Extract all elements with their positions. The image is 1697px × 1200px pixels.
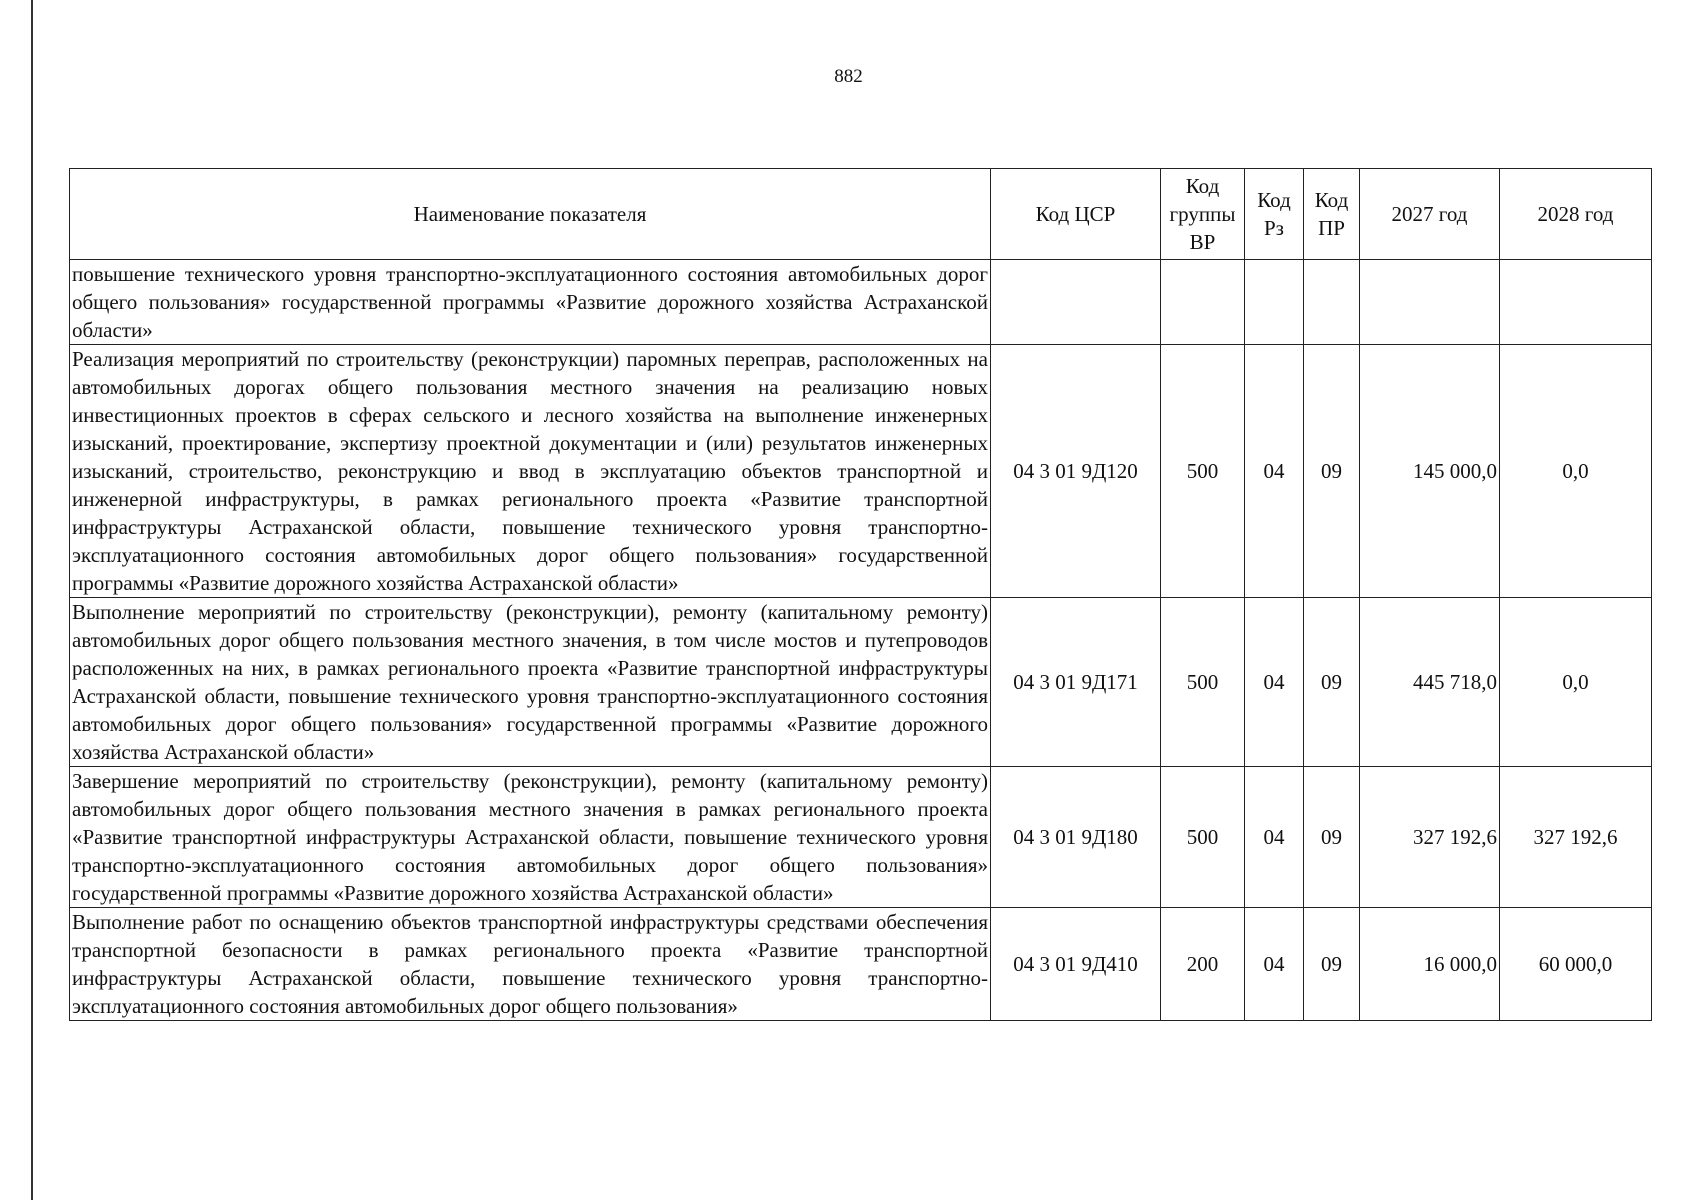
row-2028 [1500,260,1652,345]
row-2028: 60 000,0 [1500,908,1652,1021]
row-csr: 04 3 01 9Д410 [991,908,1161,1021]
row-2027: 327 192,6 [1360,767,1500,908]
page-number: 882 [834,66,863,87]
header-pr: Код ПР [1304,169,1360,260]
row-rz [1245,260,1304,345]
row-2027: 445 718,0 [1360,598,1500,767]
row-2028: 0,0 [1500,345,1652,598]
table-header-row [70,169,1652,260]
row-name: Реализация мероприятий по строительству (реконструкции) паромных переправ, расположенных на автомобильных дорогах общего пользования местного значения на реализацию новых инвестиционных проектов в сферах сельского и лесного хозяйства на выполнение инженерных изысканий, проектирование, экспертизу проектной документации и (или) результатов инженерных изысканий, строительство, реконструкцию и ввод в эксплуатацию объектов транспортной и инженерной инфраструктуры, в рамках регионального проекта «Развитие транспортной инфраструктуры Астраханской области, повышение технического уровня транспортно-эксплуатационного состояния автомобильных дорог общего пользования» государственной программы «Развитие дорожного хозяйства Астраханской области» [70,345,991,598]
row-csr: 04 3 01 9Д171 [991,598,1161,767]
row-rz: 04 [1245,598,1304,767]
row-2027 [1360,260,1500,345]
budget-table [69,168,1652,1021]
header-2028: 2028 год [1500,169,1652,260]
row-csr: 04 3 01 9Д120 [991,345,1161,598]
row-name: Завершение мероприятий по строительству (реконструкции), ремонту (капитальному ремонту) автомобильных дорог общего пользования местного значения в рамках регионального проекта «Развитие транспортной инфраструктуры Астраханской области, повышение технического уровня транспортно-эксплуатационного состояния автомобильных дорог общего пользования» государственной программы «Развитие дорожного хозяйства Астраханской области» [70,767,991,908]
row-pr [1304,260,1360,345]
header-2027: 2027 год [1360,169,1500,260]
table-row [70,908,1652,1021]
row-rz: 04 [1245,767,1304,908]
page-left-edge-line [31,0,33,1200]
row-pr: 09 [1304,767,1360,908]
row-2028: 0,0 [1500,598,1652,767]
row-pr: 09 [1304,908,1360,1021]
row-csr [991,260,1161,345]
table-row [70,260,1652,345]
row-2028: 327 192,6 [1500,767,1652,908]
row-name: Выполнение мероприятий по строительству (реконструкции), ремонту (капитальному ремонту) автомобильных дорог общего пользования местного значения, в том числе мостов и путепроводов расположенных на них, в рамках регионального проекта «Развитие транспортной инфраструктуры Астраханской области, повышение технического уровня транспортно-эксплуатационного состояния автомобильных дорог общего пользования» государственной программы «Развитие дорожного хозяйства Астраханской области» [70,598,991,767]
row-vr: 200 [1161,908,1245,1021]
table-row [70,598,1652,767]
table-row [70,767,1652,908]
table-row [70,345,1652,598]
row-vr: 500 [1161,598,1245,767]
header-vr: Код группы ВР [1161,169,1245,260]
header-csr: Код ЦСР [991,169,1161,260]
row-name: повышение технического уровня транспортно-эксплуатационного состояния автомобильных дорог общего пользования» государственной программы «Развитие дорожного хозяйства Астраханской области» [70,260,991,345]
row-2027: 16 000,0 [1360,908,1500,1021]
row-pr: 09 [1304,598,1360,767]
header-rz: Код Рз [1245,169,1304,260]
header-name: Наименование показателя [70,169,991,260]
row-vr [1161,260,1245,345]
row-pr: 09 [1304,345,1360,598]
row-rz: 04 [1245,345,1304,598]
row-rz: 04 [1245,908,1304,1021]
row-name: Выполнение работ по оснащению объектов транспортной инфраструктуры средствами обеспечения транспортной безопасности в рамках регионального проекта «Развитие транспортной инфраструктуры Астраханской области, повышение технического уровня транспортно-эксплуатационного состояния автомобильных дорог общего пользования» [70,908,991,1021]
row-csr: 04 3 01 9Д180 [991,767,1161,908]
row-vr: 500 [1161,767,1245,908]
row-vr: 500 [1161,345,1245,598]
row-2027: 145 000,0 [1360,345,1500,598]
